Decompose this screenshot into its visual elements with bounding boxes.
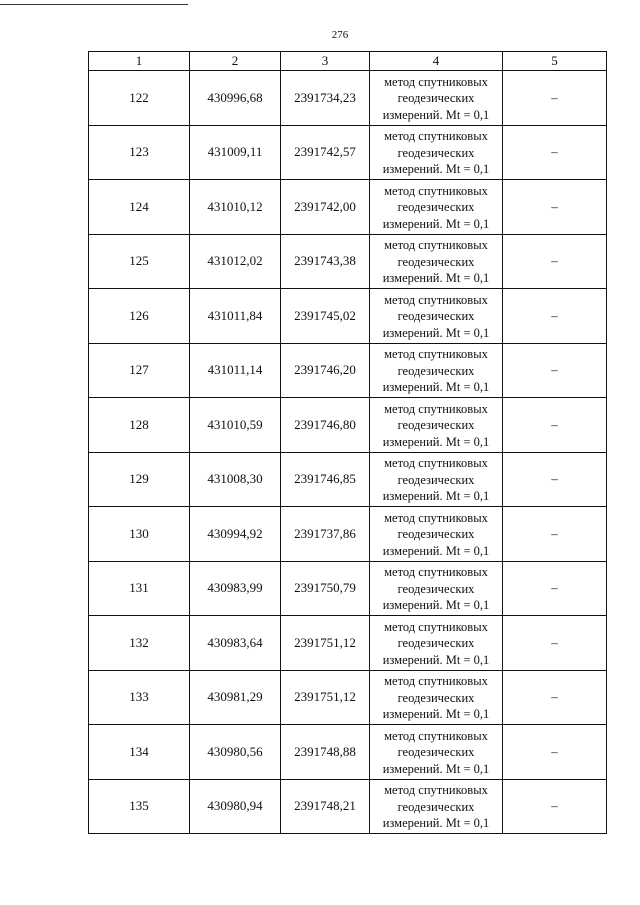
method-cell: [370, 670, 503, 725]
method-cell: [370, 452, 503, 507]
y-coordinate-cell: 2391742,00: [281, 180, 370, 235]
table-row: [89, 670, 607, 725]
point-number-cell: 130: [89, 507, 190, 562]
point-number-cell: 125: [89, 234, 190, 289]
table-row: [89, 398, 607, 453]
table-row: [89, 561, 607, 616]
note-cell: –: [503, 561, 607, 616]
table-row: [89, 452, 607, 507]
y-coordinate-cell: 2391742,57: [281, 125, 370, 180]
method-text: метод спутниковых геодезических измерений. Mt = 0,1: [382, 183, 490, 231]
note-cell: –: [503, 180, 607, 235]
method-cell: [370, 725, 503, 780]
header-col-5: 5: [503, 52, 607, 71]
method-text: метод спутниковых геодезических измерений. Mt = 0,1: [382, 74, 490, 122]
header-col-4: 4: [370, 52, 503, 71]
header-col-3: 3: [281, 52, 370, 71]
table-row: [89, 507, 607, 562]
note-cell: –: [503, 289, 607, 344]
point-number-cell: 131: [89, 561, 190, 616]
y-coordinate-cell: 2391745,02: [281, 289, 370, 344]
method-cell: [370, 779, 503, 834]
method-cell: [370, 398, 503, 453]
y-coordinate-cell: 2391734,23: [281, 71, 370, 126]
method-text: метод спутниковых геодезических измерений. Mt = 0,1: [382, 565, 490, 612]
note-cell: –: [503, 725, 607, 780]
method-cell: [370, 125, 503, 180]
top-left-rule: [0, 4, 188, 5]
x-coordinate-cell: 430980,94: [190, 779, 281, 834]
method-text: метод спутниковых геодезических измерений. Mt = 0,1: [382, 292, 490, 340]
x-coordinate-cell: 431009,11: [190, 125, 281, 180]
note-cell: –: [503, 452, 607, 507]
table-row: [89, 343, 607, 398]
point-number-cell: 127: [89, 343, 190, 398]
point-number-cell: 123: [89, 125, 190, 180]
method-text: метод спутниковых геодезических измерений. Mt = 0,1: [382, 456, 490, 503]
method-cell: [370, 180, 503, 235]
table-row: [89, 234, 607, 289]
note-cell: –: [503, 71, 607, 126]
point-number-cell: 132: [89, 616, 190, 671]
point-number-cell: 122: [89, 71, 190, 126]
table-row: [89, 180, 607, 235]
method-text: метод спутниковых геодезических измерений. Mt = 0,1: [382, 129, 490, 176]
point-number-cell: 135: [89, 779, 190, 834]
table-row: [89, 289, 607, 344]
table-row: [89, 71, 607, 126]
method-cell: [370, 234, 503, 289]
x-coordinate-cell: 431008,30: [190, 452, 281, 507]
note-cell: –: [503, 234, 607, 289]
y-coordinate-cell: 2391746,80: [281, 398, 370, 453]
note-cell: –: [503, 343, 607, 398]
method-text: метод спутниковых геодезических измерений. Mt = 0,1: [382, 619, 490, 667]
table-row: [89, 725, 607, 780]
y-coordinate-cell: 2391748,88: [281, 725, 370, 780]
method-text: метод спутниковых геодезических измерений. Mt = 0,1: [382, 401, 490, 449]
y-coordinate-cell: 2391746,20: [281, 343, 370, 398]
y-coordinate-cell: 2391751,12: [281, 670, 370, 725]
y-coordinate-cell: 2391743,38: [281, 234, 370, 289]
table-row: [89, 125, 607, 180]
method-cell: [370, 616, 503, 671]
y-coordinate-cell: 2391750,79: [281, 561, 370, 616]
table-header-row: [89, 52, 607, 71]
x-coordinate-cell: 431010,59: [190, 398, 281, 453]
page-number: 276: [331, 29, 349, 41]
y-coordinate-cell: 2391748,21: [281, 779, 370, 834]
x-coordinate-cell: 431011,84: [190, 289, 281, 344]
x-coordinate-cell: 431012,02: [190, 234, 281, 289]
point-number-cell: 124: [89, 180, 190, 235]
x-coordinate-cell: 430996,68: [190, 71, 281, 126]
y-coordinate-cell: 2391746,85: [281, 452, 370, 507]
method-text: метод спутниковых геодезических измерений. Mt = 0,1: [382, 783, 490, 830]
x-coordinate-cell: 431011,14: [190, 343, 281, 398]
table-body: [89, 71, 607, 834]
header-col-2: 2: [190, 52, 281, 71]
note-cell: –: [503, 670, 607, 725]
point-number-cell: 126: [89, 289, 190, 344]
x-coordinate-cell: 430983,64: [190, 616, 281, 671]
method-text: метод спутниковых геодезических измерений. Mt = 0,1: [382, 510, 490, 558]
method-text: метод спутниковых геодезических измерений. Mt = 0,1: [382, 728, 490, 776]
x-coordinate-cell: 430983,99: [190, 561, 281, 616]
method-cell: [370, 71, 503, 126]
note-cell: –: [503, 507, 607, 562]
point-number-cell: 128: [89, 398, 190, 453]
method-text: метод спутниковых геодезических измерений. Mt = 0,1: [382, 347, 490, 394]
x-coordinate-cell: 431010,12: [190, 180, 281, 235]
point-number-cell: 129: [89, 452, 190, 507]
method-cell: [370, 343, 503, 398]
header-col-1: 1: [89, 52, 190, 71]
table-row: [89, 779, 607, 834]
method-text: метод спутниковых геодезических измерений. Mt = 0,1: [382, 238, 490, 285]
note-cell: –: [503, 398, 607, 453]
coordinates-table: [88, 51, 607, 834]
y-coordinate-cell: 2391737,86: [281, 507, 370, 562]
x-coordinate-cell: 430981,29: [190, 670, 281, 725]
point-number-cell: 134: [89, 725, 190, 780]
method-cell: [370, 507, 503, 562]
point-number-cell: 133: [89, 670, 190, 725]
method-cell: [370, 289, 503, 344]
table-row: [89, 616, 607, 671]
note-cell: –: [503, 125, 607, 180]
y-coordinate-cell: 2391751,12: [281, 616, 370, 671]
method-cell: [370, 561, 503, 616]
note-cell: –: [503, 616, 607, 671]
x-coordinate-cell: 430994,92: [190, 507, 281, 562]
note-cell: –: [503, 779, 607, 834]
x-coordinate-cell: 430980,56: [190, 725, 281, 780]
method-text: метод спутниковых геодезических измерений. Mt = 0,1: [382, 674, 490, 721]
